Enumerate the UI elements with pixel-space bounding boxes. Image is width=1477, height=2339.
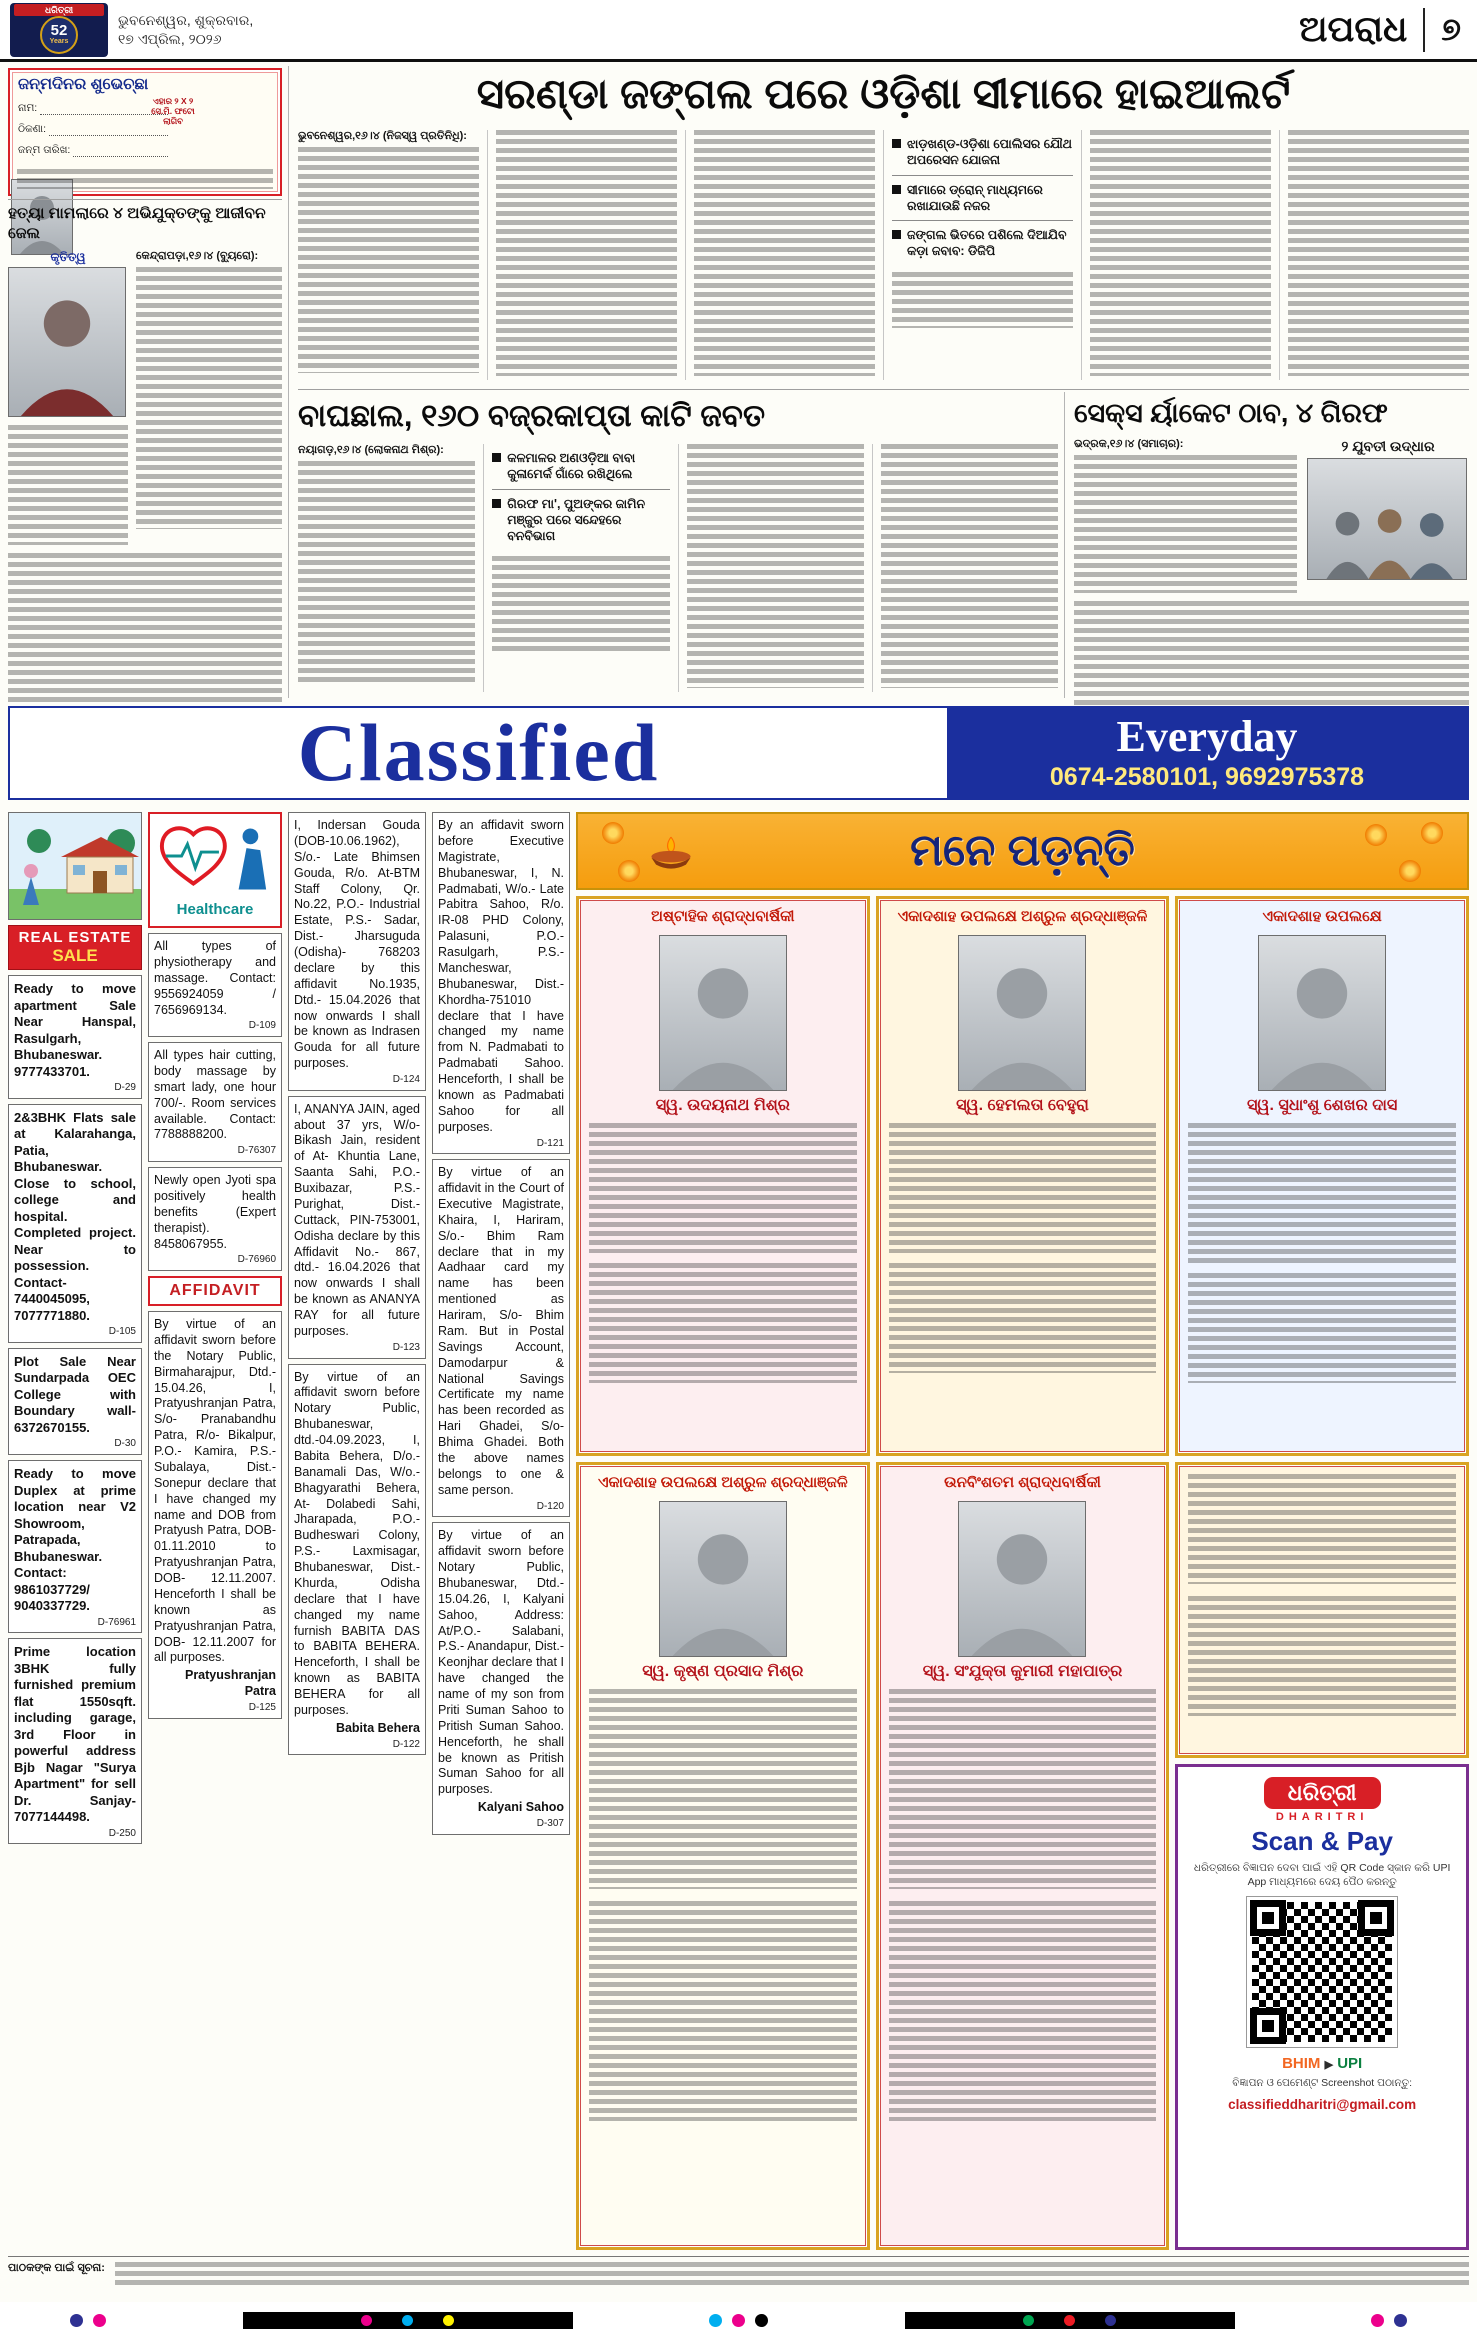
- dotted-line: [73, 147, 168, 157]
- healthcare-ad-logo: [148, 812, 282, 928]
- ad-ref: D-123: [392, 1341, 420, 1353]
- classified-ad: [148, 1042, 282, 1162]
- registration-dot: [1064, 2315, 1075, 2326]
- marigold-flower-icon: [602, 822, 624, 844]
- text-placeholder: [1188, 1596, 1456, 1716]
- text-placeholder: [589, 1123, 857, 1253]
- memorial-box: [876, 896, 1170, 1456]
- memorial-right-column: [1175, 1462, 1469, 2250]
- classified-column-affidavits-1: [288, 812, 426, 1755]
- ad-text: I, ANANYA JAIN, aged about 37 yrs, W/o- Bikash Jain, resident of At- Khuntia Lane, Saanta Sahi, P.O.- Buxibazar, P.S.- Purighat, Dist.- Cuttack, PIN-753001, Odisha declare by this Affidavit No.- 867, dtd.- 16.04.2026 that now onwards I shall be known as ANANYA RAY for all future purposes.: [294, 1101, 420, 1338]
- text-placeholder: [881, 444, 1058, 688]
- highlight-bullet-box: [892, 130, 1073, 266]
- ad-text: Ready to move Duplex at prime location near V2 Showroom, Patrapada, Bhubaneswar. Contact: 9861037729/ 9040337729.: [14, 1466, 136, 1614]
- text-placeholder: [298, 147, 479, 373]
- qr-finder-pattern: [1358, 1900, 1394, 1936]
- photo-note-line: ଲାଗିବ: [163, 116, 183, 126]
- article-column: [883, 130, 1073, 380]
- affidavit-ad: [288, 812, 426, 1091]
- memorial-name: ସ୍ୱ. ହେମଲତା ବେହୁରା: [956, 1096, 1089, 1114]
- registration-dot: [1394, 2314, 1407, 2327]
- bullet-square-icon: [892, 185, 901, 194]
- divider: [8, 199, 282, 200]
- dateline-city-day: ଭୁବନେଶ୍ୱର, ଶୁକ୍ରବାର,: [118, 11, 254, 28]
- marigold-flower-icon: [1365, 824, 1387, 846]
- classified-ad: [148, 933, 282, 1037]
- article-column: [872, 444, 1058, 692]
- article-byline: ଭୁବନେଶ୍ୱର,୧୬।୪ (ନିଜସ୍ୱ ପ୍ରତିନିଧି):: [298, 130, 467, 142]
- text-placeholder: [889, 1263, 1157, 1373]
- qr-code: [1247, 1897, 1397, 2047]
- text-placeholder: [1090, 130, 1271, 376]
- article-headline: ସେକ୍ସ ର୍ୟାକେଟ ଠାବ, ୪ ଗିରଫ: [1074, 398, 1388, 428]
- text-placeholder: [589, 1901, 857, 2121]
- person-silhouette-icon: [959, 943, 1085, 1090]
- bullet-item: [892, 130, 1073, 176]
- classified-title: Classified: [297, 707, 660, 798]
- ad-text: All types of physiotherapy and massage. Contact: 9556924059 / 7656969134.: [154, 939, 276, 1017]
- bullet-square-icon: [492, 499, 501, 508]
- photo-size-note: [144, 96, 202, 126]
- text-placeholder: [687, 444, 864, 688]
- reader-notice: [8, 2256, 1469, 2288]
- classified-ad: [8, 1104, 142, 1343]
- page-number: ୭: [1441, 10, 1461, 47]
- registration-dot: [755, 2314, 768, 2327]
- person-silhouette-icon: [1259, 943, 1385, 1090]
- scan-and-pay-note: ବିଜ୍ଞାପନ ଓ ପେମେଣ୍ଟ Screenshot ପଠାନ୍ତୁ:: [1232, 2077, 1413, 2090]
- newspaper-nameplate: ଧରିତ୍ରୀ: [14, 4, 104, 16]
- article-headline: ହତ୍ୟା ମାମଲାରେ ୪ ଅଭିଯୁକ୍ତଙ୍କୁ ଆଜୀବନ ଜେଲ: [8, 205, 266, 242]
- ad-text: Ready to move apartment Sale Near Hanspal, Rasulgarh, Bhubaneswar. 9777433701.: [14, 981, 136, 1079]
- ad-text: All types hair cutting, body massage by smart lady, one hour 700/-. Room services available. Contact: 7788888200.: [154, 1048, 276, 1142]
- text-placeholder: [1074, 601, 1469, 719]
- classified-column-affidavits-2: [432, 812, 570, 1835]
- divider: [298, 389, 1469, 390]
- article-tiger-skin-seizure: [298, 396, 1058, 698]
- registration-dot: [361, 2315, 372, 2326]
- classified-banner-right: [947, 708, 1467, 798]
- affidavit-ad: [288, 1364, 426, 1756]
- text-placeholder: [589, 1689, 857, 1889]
- column-rule: [1064, 392, 1065, 698]
- bullet-text: ଜଙ୍ଗଲ ଭିତରେ ପଶିଲେ ଦିଆଯିବ କଡ଼ା ଜବାବ: ଡିଜିପି: [907, 228, 1067, 259]
- person-silhouette-icon: [959, 1509, 1085, 1656]
- registration-dots: [1371, 2314, 1407, 2327]
- article-column: [483, 444, 669, 692]
- field-label: ନାମ:: [18, 102, 38, 114]
- article-column: [1279, 130, 1469, 380]
- ad-ref: D-125: [248, 1702, 276, 1714]
- memorial-grid: [576, 896, 1469, 2250]
- real-estate-banner-line2: SALE: [52, 946, 98, 965]
- qr-finder-pattern: [1250, 2008, 1286, 2044]
- text-placeholder: [492, 556, 669, 652]
- bhim-upi-logo: [1282, 2055, 1362, 2072]
- memorial-name: ସ୍ୱ. ଉଦୟନାଥ ମିଶ୍ର: [655, 1096, 790, 1114]
- classified-ad: [8, 1460, 142, 1633]
- classified-banner-left: [10, 708, 947, 798]
- registration-dot: [1371, 2314, 1384, 2327]
- memorial-header: ଏକାଦଶାହ ଉପଲକ୍ଷେ ଅଶ୍ରୁଳ ଶ୍ରଦ୍ଧାଞ୍ଜଳି: [897, 908, 1148, 925]
- memorial-name: ସ୍ୱ. ସଂଯୁକ୍ତା କୁମାରୀ ମହାପାତ୍ର: [922, 1662, 1123, 1680]
- text-placeholder: [889, 1123, 1157, 1253]
- house-icon: [9, 813, 141, 919]
- memorial-name: ସ୍ୱ. ସୁଧାଂଶୁ ଶେଖର ଦାସ: [1246, 1096, 1398, 1114]
- text-placeholder: [8, 425, 128, 545]
- affidavit-ad: [148, 1311, 282, 1719]
- field-label: ଜନ୍ମ ତାରିଖ:: [18, 144, 71, 156]
- text-placeholder: [298, 461, 475, 685]
- ad-ref: D-109: [248, 1020, 276, 1032]
- article-murder-life-sentence: [8, 204, 282, 690]
- classified-ad: [8, 1348, 142, 1455]
- classified-phone-numbers: 0674-2580101, 9692975378: [1049, 763, 1365, 791]
- memorial-extra-box: [1175, 1462, 1469, 1758]
- people-silhouette-icon: [1308, 500, 1466, 579]
- anniversary-badge: [40, 16, 78, 54]
- person-silhouette-icon: [9, 281, 125, 416]
- ad-signature: Pratyushranjan Patra: [184, 1668, 276, 1699]
- memorial-name: ସ୍ୱ. କୃଷ୍ଣ ପ୍ରସାଦ ମିଶ୍ର: [642, 1662, 804, 1680]
- article-column: [685, 130, 875, 380]
- diya-lamp-icon: [648, 832, 694, 872]
- memorial-header: ଏକାଦଶାହ ଉପଲକ୍ଷେ: [1262, 908, 1382, 925]
- memorial-header: ଅଷ୍ଟାହିକ ଶ୍ରାଦ୍ଧବାର୍ଷିକୀ: [651, 908, 795, 925]
- upi-text: UPI: [1337, 2055, 1363, 2073]
- scan-and-pay-title: Scan & Pay: [1251, 1826, 1393, 1856]
- photo-note-line: ସେ.ମି. ଫଟୋ: [151, 106, 195, 116]
- person-silhouette-icon: [660, 943, 786, 1090]
- memorial-banner: [576, 812, 1469, 890]
- photo-note-line: ଏହାର ୨ X ୨: [152, 96, 194, 106]
- dharitri-brand-latin: DHARITRI: [1275, 1811, 1369, 1823]
- registration-dots: [70, 2314, 106, 2327]
- bullet-square-icon: [892, 230, 901, 239]
- ad-ref: D-250: [108, 1827, 136, 1839]
- ad-ref: D-307: [536, 1818, 564, 1829]
- registration-dots: [709, 2314, 768, 2327]
- real-estate-illustration: [8, 812, 142, 920]
- bullet-item: [492, 444, 669, 490]
- classified-column-services: [148, 812, 282, 1719]
- classified-ad: [148, 1167, 282, 1271]
- ad-text: Prime location 3BHK fully furnished premium flat 1550sqft. including garage, 3rd Floor in powerful address Bjb Nagar "Surya Apartment" for sell Dr. Sanjay- 7077144498.: [14, 1644, 136, 1825]
- article-byline: ଭଦ୍ରକ,୧୬।୪ (ସମାଚାର):: [1074, 438, 1184, 450]
- text-placeholder: [889, 1901, 1157, 2121]
- person-silhouette-icon: [660, 1509, 786, 1656]
- print-registration-bar: [0, 2302, 1477, 2339]
- affidavit-ad: [432, 812, 570, 1154]
- birthday-wishes-box: [8, 68, 282, 196]
- ad-text: Newly open Jyoti spa positively health benefits (Expert therapist). 8458067955.: [154, 1173, 276, 1251]
- memorial-portrait: [1258, 935, 1386, 1091]
- scan-and-pay-box: [1175, 1764, 1469, 2250]
- bullet-square-icon: [892, 139, 901, 148]
- convict-photo: [8, 267, 126, 417]
- text-placeholder: [1188, 1474, 1456, 1584]
- bhim-text: BHIM: [1282, 2055, 1321, 2073]
- photo-caption: ୨ ଯୁବତୀ ଉଦ୍ଧାର: [1341, 438, 1435, 454]
- registration-dot: [709, 2314, 722, 2327]
- article-column: [1081, 130, 1271, 380]
- dateline: [118, 11, 253, 49]
- text-placeholder: [1188, 1273, 1456, 1383]
- registration-black-bar: [905, 2312, 1235, 2329]
- bullet-item: [492, 490, 669, 551]
- photo-block: [1307, 438, 1469, 593]
- birthday-box-title: ଜନ୍ମଦିନର ଶୁଭେଚ୍ଛା: [18, 76, 149, 93]
- memorial-header: ଏକାଦଶାହ ଉପଲକ୍ଷେ ଅଶ୍ରୁଳ ଶ୍ରଦ୍ଧାଞ୍ଜଳି: [597, 1474, 848, 1491]
- ad-ref: D-76960: [237, 1254, 276, 1266]
- anniversary-years: 52: [50, 21, 68, 39]
- healthcare-heart-icon: [156, 820, 274, 894]
- memorial-box: [576, 896, 870, 1456]
- text-placeholder: [589, 1263, 857, 1383]
- masthead-right: [1299, 8, 1461, 52]
- text-placeholder: [1288, 130, 1469, 376]
- marigold-flower-icon: [618, 860, 640, 882]
- registration-black-bar: [243, 2312, 573, 2329]
- text-placeholder: [892, 272, 1073, 328]
- ad-ref: D-76307: [237, 1145, 276, 1157]
- bullet-text: କଳମାଳର ଅଣଓଡ଼ିଆ ବାବା କୁଳାମେର୍କ ଗାଁରେ ରଖିଥିଲେ: [507, 451, 636, 482]
- masthead-divider: [1423, 8, 1425, 52]
- ad-ref: D-29: [114, 1082, 136, 1093]
- classified-ad: [8, 1638, 142, 1844]
- bhim-arrow-icon: ▶: [1324, 2059, 1334, 2072]
- reader-notice-lead: ପାଠକଙ୍କ ପାଇଁ ସୂଚନା:: [8, 2262, 105, 2274]
- text-placeholder: [8, 553, 282, 713]
- real-estate-banner-line1: REAL ESTATE: [18, 929, 132, 946]
- ad-text: By virtue of an affidavit sworn before Notary Public, Bhubaneswar, Dtd.- 15.04.26, I, Kalyani Sahoo, Address: At/P.O.- Salabani, P.S.- Anandapur, Dist.- Keonjhar declare that I have changed the name of my son from Priti Suman Sahoo to Pritish Suman Sahoo. Henceforth, he shall be known as Pritish Suman Sahoo for all purposes.: [438, 1528, 564, 1797]
- photo-block: [8, 250, 128, 545]
- article-byline: କେନ୍ଦ୍ରାପଡ଼ା,୧୬।୪ (ବ୍ୟୁରୋ):: [136, 250, 259, 262]
- memorial-portrait: [659, 1501, 787, 1657]
- ad-text: Plot Sale Near Sundarpada OEC College with Boundary wall- 6372670155.: [14, 1353, 136, 1435]
- article-column: [678, 444, 864, 692]
- bullet-square-icon: [492, 453, 501, 462]
- ad-ref: D-124: [392, 1074, 420, 1085]
- affidavit-ad: [288, 1096, 426, 1359]
- memorial-banner-title: ମନେ ପଡ଼ନ୍ତି: [910, 826, 1135, 875]
- article-column: [487, 130, 677, 380]
- scan-and-pay-instruction: ଧରିତ୍ରୀରେ ବିଜ୍ଞାପନ ଦେବା ପାଇଁ ଏହି QR Code ସ୍କାନ କରି UPI App ମାଧ୍ୟମରେ ଦେୟ ପୈଠ କରନ୍ତୁ: [1193, 1862, 1451, 1888]
- classified-column-real-estate: [8, 812, 142, 1844]
- dharitri-brand: ଧରିତ୍ରୀ: [1264, 1777, 1381, 1809]
- birthday-field-dob: [18, 144, 168, 157]
- affidavit-ad: [432, 1159, 570, 1517]
- text-placeholder: [496, 130, 677, 376]
- text-placeholder: [17, 169, 273, 189]
- memorial-header: ଉନବିଂଶତମ ଶ୍ରାଦ୍ଧବାର୍ଷିକୀ: [944, 1474, 1101, 1491]
- newspaper-logo: [10, 3, 108, 57]
- bullet-item: [892, 221, 1073, 266]
- text-placeholder: [1074, 455, 1297, 593]
- ad-ref: D-122: [392, 1738, 420, 1750]
- section-title: ଅପରାଧ: [1299, 8, 1408, 49]
- masthead: [0, 0, 1477, 62]
- registration-dot: [93, 2314, 106, 2327]
- registration-dot: [1023, 2315, 1034, 2326]
- memorial-box: [876, 1462, 1170, 2250]
- registration-dot: [1105, 2315, 1116, 2326]
- registration-dot: [443, 2315, 454, 2326]
- memorial-box: [576, 1462, 870, 2250]
- anniversary-years-label: Years: [49, 37, 69, 45]
- registration-dot: [70, 2314, 83, 2327]
- ad-text: By an affidavit sworn before Executive Magistrate, Bhubaneswar, I, N. Padmabati, W/o.- Late Pabitra Sahoo, R/o. IR-08 PHD Colony, Palasuni, P.O.-Rasulgarh, P.S.- Mancheswar, Bhubaneswar, Dist.- Khordha-751010 declare that I have changed my name from N. Padmabati to Padmabati Sahoo. Henceforth, I shall be known as Padmabati Sahoo for all purposes.: [438, 818, 564, 1134]
- classified-email: classifieddharitri@gmail.com: [1228, 2096, 1417, 2112]
- healthcare-label: Healthcare: [176, 901, 254, 918]
- memorial-portrait: [958, 1501, 1086, 1657]
- bullet-text: ଝାଡ଼ଖଣ୍ଡ-ଓଡ଼ିଶା ପୋଲିସର ଯୌଥ ଅପରେସନ ଯୋଜନା: [907, 137, 1072, 168]
- photo-label: କୃତିତ୍ୱ: [50, 250, 86, 264]
- article-border-high-alert: [298, 66, 1469, 386]
- bullet-text: ସୀମାରେ ଡ୍ରୋନ୍ ମାଧ୍ୟମରେ ରଖାଯାଉଛି ନଜର: [907, 182, 1043, 213]
- ad-ref: D-120: [536, 1500, 564, 1512]
- real-estate-sale-banner: [8, 925, 142, 970]
- field-label: ଠିକଣା:: [18, 123, 47, 135]
- classified-subtitle: Everyday: [1116, 712, 1298, 761]
- ad-ref: D-30: [114, 1438, 136, 1450]
- bullet-text: ଗିରଫ ମା', ପୁଅଙ୍କର ଜାମିନ ମଞ୍ଜୁର ପରେ ସନ୍ଦେହରେ ବନବିଭାଗ: [507, 496, 646, 543]
- ad-text: By virtue of an affidavit in the Court of Executive Magistrate, Khaira, I, Hariram, S/o.- Bhim Ram declare that in my Aadhaar card my name has been mentioned as Hariram, S/o- Bhim Ram. But in Postal Savings Account, Damodarpur & National Savings Certificate my name has been recorded as Hari Ghadei, S/o- Bhima Ghadei. Both the above names belongs to one & same person.: [438, 1165, 564, 1497]
- classified-banner: [8, 706, 1469, 800]
- registration-dot: [732, 2314, 745, 2327]
- registration-dot: [402, 2315, 413, 2326]
- article-column: [298, 130, 479, 380]
- ad-ref: D-76961: [97, 1616, 136, 1628]
- ad-text: 2&3BHK Flats sale at Kalarahanga, Patia, Bhubaneswar. Close to school, college and hospital. Completed project. Near to possession. Contact- 7440045095, 7077771880.: [14, 1109, 136, 1323]
- ad-signature: Babita Behera: [335, 1720, 420, 1735]
- highlight-bullet-box: [492, 444, 669, 550]
- marigold-flower-icon: [1399, 860, 1421, 882]
- dotted-line: [49, 126, 168, 136]
- memorial-box: [1175, 896, 1469, 1456]
- memorial-portrait: [659, 935, 787, 1091]
- dateline-date: ୧୭ ଏପ୍ରିଲ, ୨୦୨୬: [118, 30, 222, 47]
- article-sex-racket: [1074, 396, 1469, 698]
- bullet-item: [892, 176, 1073, 222]
- column-rule: [288, 66, 289, 698]
- ad-text: I, Indersan Gouda (DOB-10.06.1962), S/o.- Late Bhimsen Gouda, R/o. At-BTM Staff Colony, Qr. No.22, P.O.- Industrial Estate, P.S.- Sadar, Dist.- Jharsuguda (Odisha)- 768203 declare by this affidavit No.1935, Dtd.- 15.04.2026 that now onwards I shall be known as Indrasen Gouda for all future purposes.: [294, 818, 420, 1071]
- affidavit-ad: [432, 1522, 570, 1834]
- ad-signature: Kalyani Sahoo: [477, 1800, 564, 1815]
- rescue-scene-photo: [1307, 458, 1467, 580]
- text-placeholder: [136, 267, 282, 529]
- text-placeholder: [694, 130, 875, 376]
- main-headline: ସରଣ୍ଡା ଜଙ୍ଗଲ ପରେ ଓଡ଼ିଶା ସୀମାରେ ହାଇଆଲର୍ଟ: [476, 70, 1291, 117]
- text-placeholder: [889, 1689, 1157, 1889]
- ad-text: By virtue of an affidavit sworn before Notary Public, Bhubaneswar, dtd.-04.09.2023, I, Babita Behera, D/o.- Banamali Das, W/o.- Bhagyarathi Behera, At- Dolabedi Sahi, Jharapada, P.O.- Budheswari Colony, P.S.- Laxmisagar, Bhubaneswar, Dist.- Khurda, Odisha declare that I have changed my name furnish BABITA DAS to BABITA BEHERA. Henceforth, I shall be known as BABITA BEHERA for all purposes.: [294, 1369, 420, 1717]
- qr-finder-pattern: [1250, 1900, 1286, 1936]
- ad-ref: D-105: [108, 1326, 136, 1338]
- article-column: [298, 444, 475, 692]
- ad-ref: D-121: [536, 1137, 564, 1149]
- affidavit-section-header: AFFIDAVIT: [148, 1276, 282, 1306]
- article-byline: ନୟାଗଡ଼,୧୬।୪ (ଲୋକନାଥ ମିଶ୍ର):: [298, 444, 444, 456]
- text-placeholder: [115, 2262, 1469, 2288]
- marigold-flower-icon: [1421, 822, 1443, 844]
- article-headline: ବାଘଛାଲ, ୧୬୦ ବଜ୍ରକାପ୍ତା କାଟି ଜବତ: [298, 398, 766, 433]
- text-placeholder: [1188, 1123, 1456, 1263]
- classified-ad: [8, 975, 142, 1099]
- memorial-section: [576, 812, 1469, 2250]
- memorial-portrait: [958, 935, 1086, 1091]
- ad-text: By virtue of an affidavit sworn before the Notary Public, Birmaharajpur, Dtd.- 15.04.26, I, Pratyushranjan Patra, S/o- Pranabandhu Patra, R/o- Bikalpur, P.O.- Kamira, P.S.- Subalaya, Dist.- Sonepur declare that I have changed my name and DOB from Pratyush Patra, DOB- 01.11.2010 to Pratyushranjan Patra, DOB- 12.11.2007. Henceforth I shall be known as Pratyushranjan Patra, DOB- 12.11.2007 for all purposes.: [154, 1317, 276, 1665]
